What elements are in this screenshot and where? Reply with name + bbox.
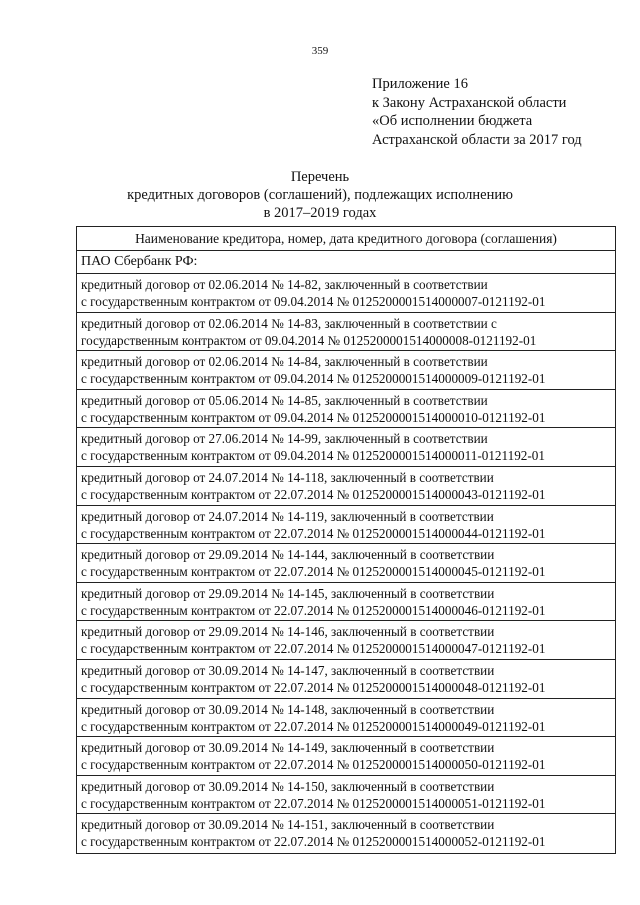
agreement-text-line: с государственным контрактом от 22.07.2014 № 0125200001514000043-0121192-01 [81, 486, 546, 502]
agreement-text-line: кредитный договор от 02.06.2014 № 14-83, заключенный в соответствии с [81, 315, 497, 331]
table-row [77, 699, 615, 738]
agreement-text-line: с государственным контрактом от 09.04.2014 № 0125200001514000007-0121192-01 [81, 294, 546, 309]
agreement-text-line: кредитный договор от 24.07.2014 № 14-118, заключенный в соответствии [81, 469, 494, 485]
table-row [77, 313, 615, 352]
table-row [77, 390, 615, 429]
agreement-text-line: кредитный договор от 24.07.2014 № 14-119, заключенный в соответствии [81, 508, 494, 524]
agreement-text-line: с государственным контрактом от 09.04.2014 № 0125200001514000010-0121192-01 [81, 409, 546, 425]
title-line: кредитных договоров (соглашений), подлежащих исполнению [127, 187, 513, 203]
table-row [77, 814, 615, 853]
appendix-line: «Об исполнении бюджета [372, 113, 533, 129]
agreement-text-line: кредитный договор от 02.06.2014 № 14-84, заключенный в соответствии [81, 354, 488, 370]
appendix-line: Астраханской области за 2017 год [372, 131, 582, 148]
creditor-name: ПАО Сбербанк РФ: [77, 251, 615, 274]
agreement-text-line: кредитный договор от 29.09.2014 № 14-144, заключенный в соответствии [81, 547, 495, 563]
agreement-text-line: с государственным контрактом от 22.07.2014 № 0125200001514000045-0121192-01 [81, 564, 546, 580]
table-row [77, 583, 615, 622]
agreement-text-line: с государственным контрактом от 22.07.2014 № 0125200001514000051-0121192-01 [81, 795, 546, 811]
agreement-text-line: кредитный договор от 29.09.2014 № 14-146, заключенный в соответствии [81, 624, 495, 640]
table-row [77, 737, 615, 776]
page-number: 359 [311, 45, 329, 57]
agreement-text-line: государственным контрактом от 09.04.2014 № 0125200001514000008-0121192-01 [81, 332, 537, 348]
table-row [77, 544, 615, 583]
table-row [77, 506, 615, 545]
agreement-text-line: с государственным контрактом от 22.07.2014 № 0125200001514000047-0121192-01 [81, 641, 546, 657]
table-row [77, 776, 615, 815]
table-row [77, 274, 615, 313]
agreement-text-line: с государственным контрактом от 22.07.2014 № 0125200001514000052-0121192-01 [81, 834, 546, 850]
agreement-text-line: с государственным контрактом от 09.04.2014 № 0125200001514000011-0121192-01 [81, 448, 545, 464]
appendix-line: к Закону Астраханской области [372, 94, 567, 111]
title-line: в 2017–2019 годах [263, 205, 377, 221]
agreement-text-line: кредитный договор от 30.09.2014 № 14-148, заключенный в соответствии [81, 701, 495, 717]
title-line: Перечень [290, 169, 350, 185]
agreement-text-line: кредитный договор от 30.09.2014 № 14-149, заключенный в соответствии [81, 740, 495, 756]
agreement-text-line: кредитный договор от 30.09.2014 № 14-150, заключенный в соответствии [81, 778, 495, 794]
credit-agreements-table [76, 226, 616, 854]
table-row [77, 467, 615, 506]
agreement-text-line: с государственным контрактом от 22.07.2014 № 0125200001514000046-0121192-01 [81, 602, 546, 618]
table-row [77, 660, 615, 699]
agreement-text-line: с государственным контрактом от 22.07.2014 № 0125200001514000044-0121192-01 [81, 525, 546, 541]
agreement-text-line: кредитный договор от 30.09.2014 № 14-147, заключенный в соответствии [81, 662, 495, 678]
appendix-line: Приложение 16 [372, 76, 468, 92]
agreement-text-line: кредитный договор от 30.09.2014 № 14-151, заключенный в соответствии [81, 817, 495, 833]
table-body [77, 274, 615, 853]
agreement-text-line: с государственным контрактом от 22.07.2014 № 0125200001514000050-0121192-01 [81, 757, 546, 773]
agreement-text-line: кредитный договор от 29.09.2014 № 14-145, заключенный в соответствии [81, 585, 495, 601]
document-title [0, 168, 640, 222]
agreement-text-line: с государственным контрактом от 22.07.2014 № 0125200001514000049-0121192-01 [81, 718, 546, 734]
agreement-text-line: кредитный договор от 05.06.2014 № 14-85, заключенный в соответствии [81, 392, 488, 408]
appendix-reference [372, 75, 582, 149]
table-row [77, 351, 615, 390]
table-row [77, 428, 615, 467]
agreement-text-line: кредитный договор от 27.06.2014 № 14-99, заключенный в соответствии [81, 431, 488, 447]
agreement-text-line: с государственным контрактом от 09.04.2014 № 0125200001514000009-0121192-01 [81, 371, 546, 387]
agreement-text-line: кредитный договор от 02.06.2014 № 14-82, заключенный в соответствии [81, 277, 488, 292]
table-header: Наименование кредитора, номер, дата кредитного договора (соглашения) [77, 227, 615, 251]
table-row [77, 621, 615, 660]
agreement-text-line: с государственным контрактом от 22.07.2014 № 0125200001514000048-0121192-01 [81, 679, 546, 695]
